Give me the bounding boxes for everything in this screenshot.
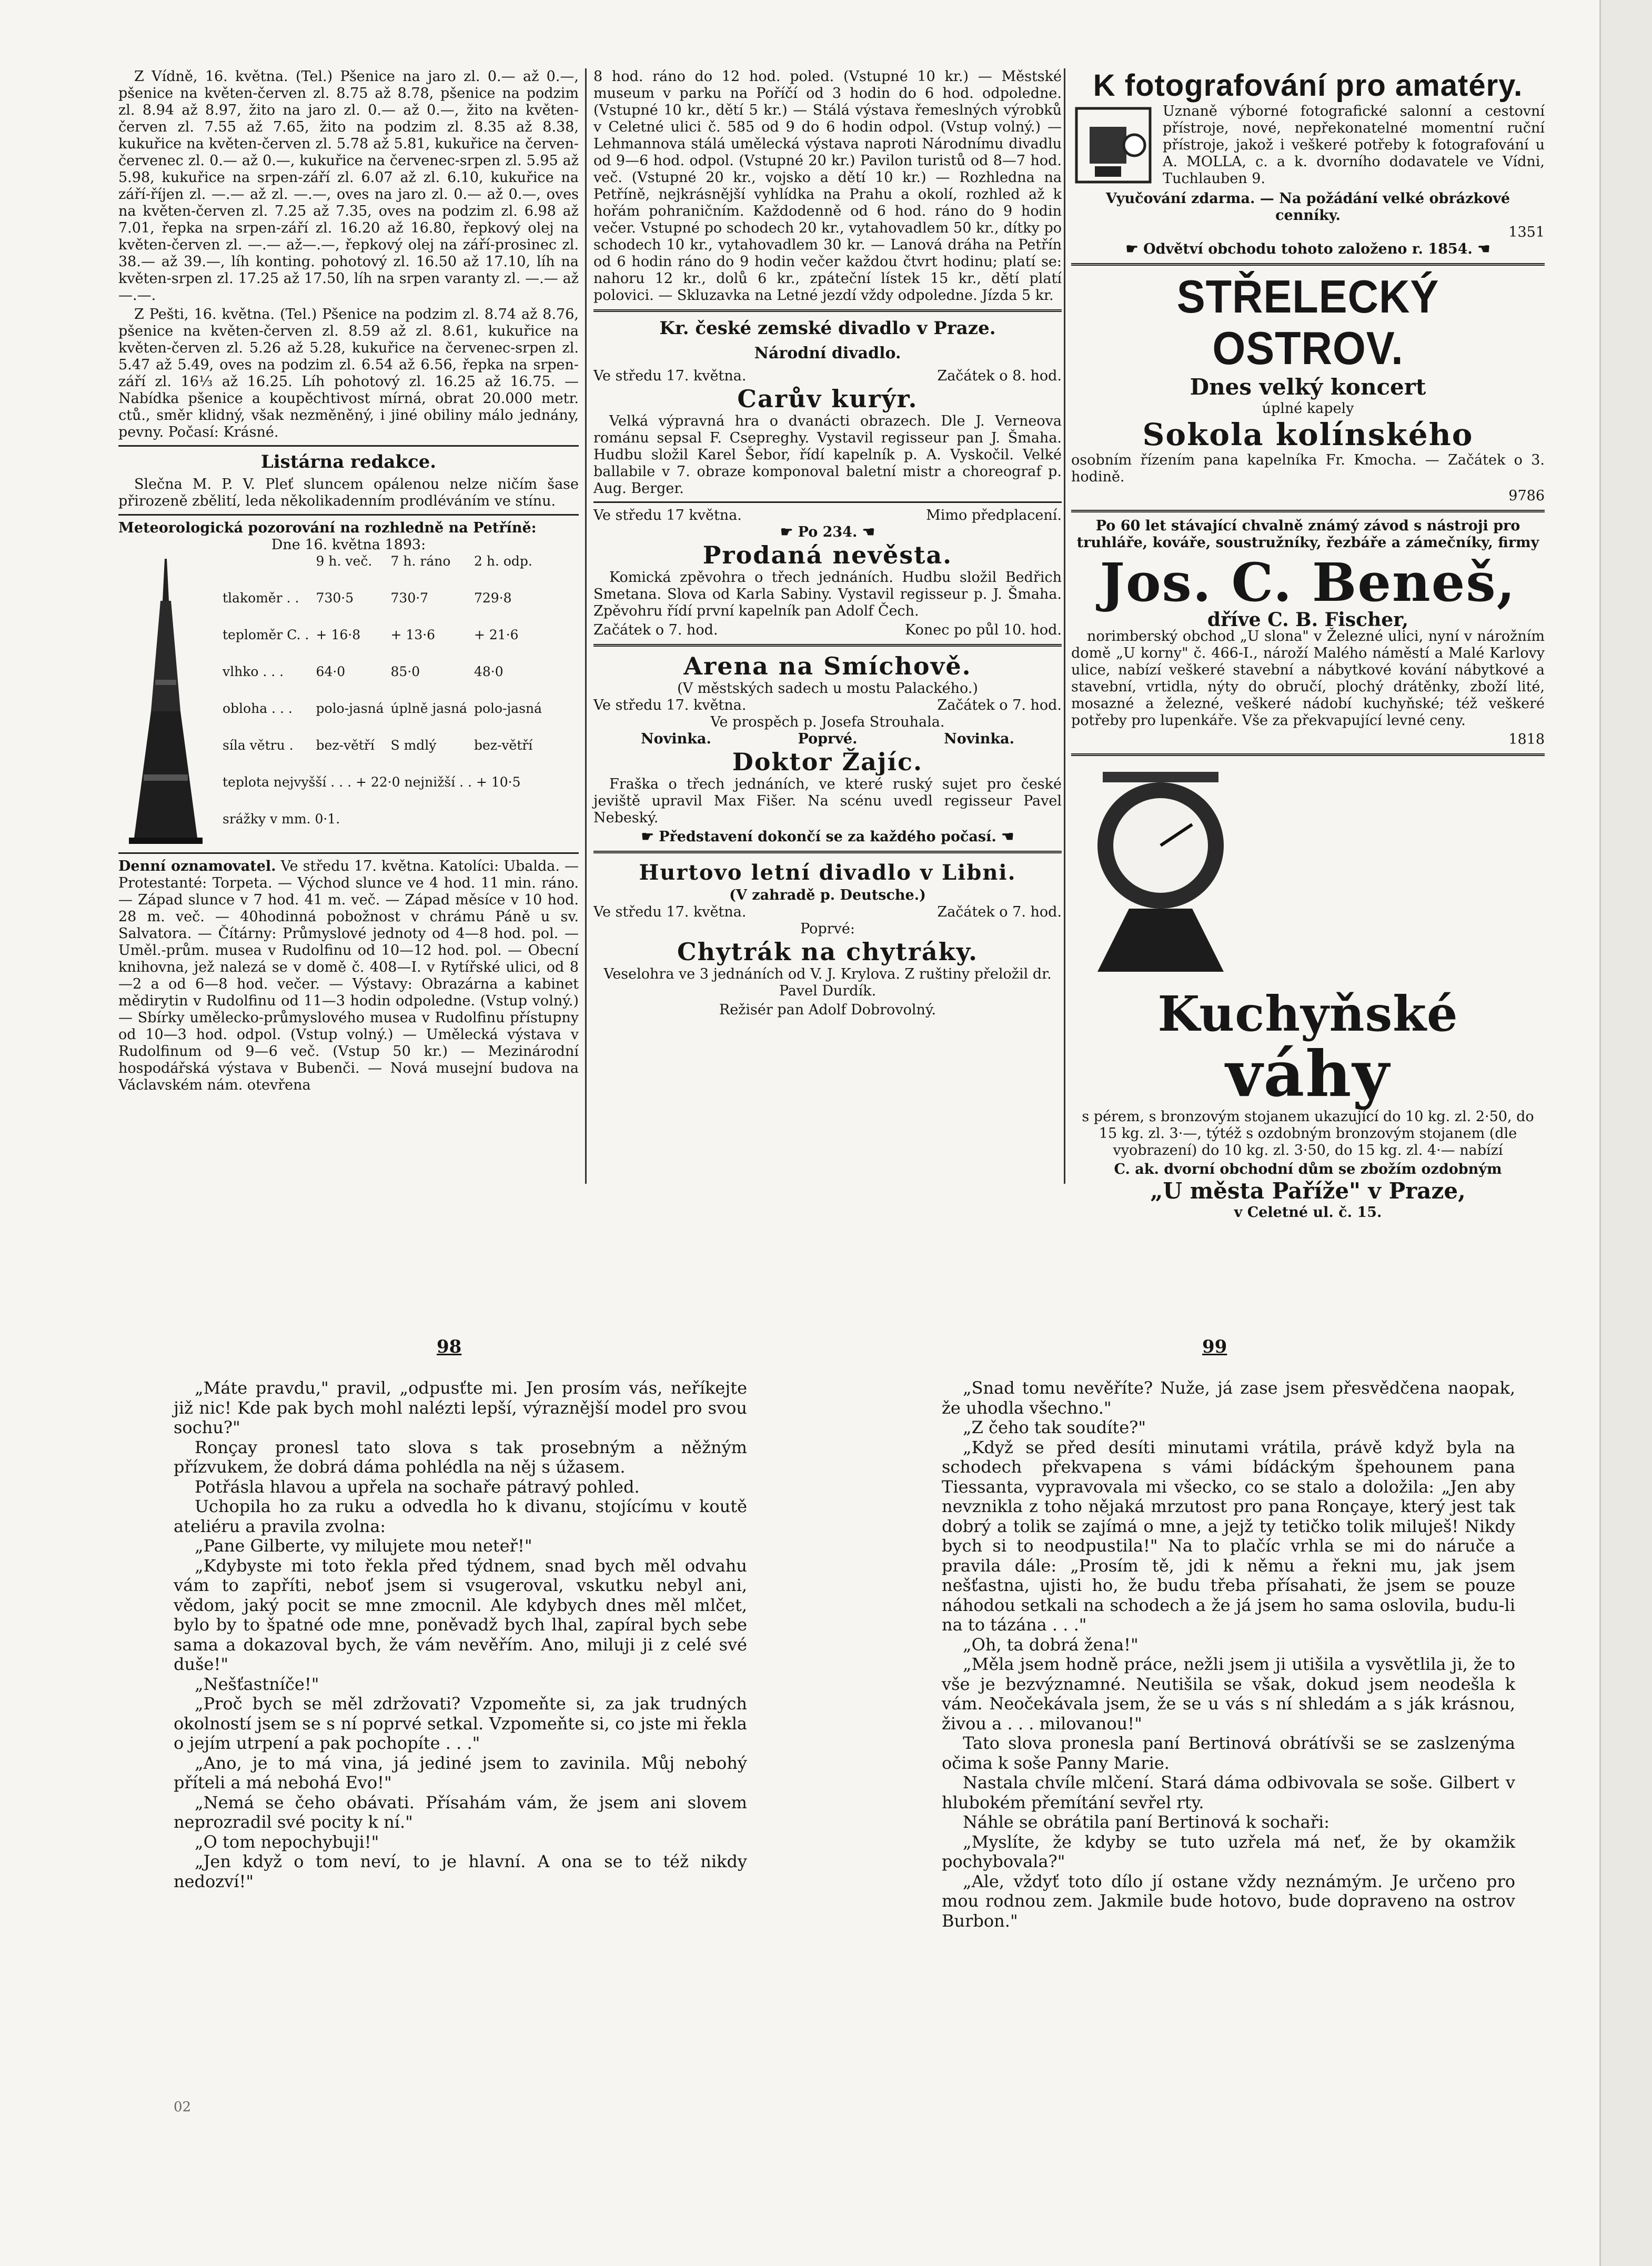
- meteo-value: + 13·6: [390, 627, 436, 642]
- divider: [1071, 263, 1545, 266]
- meteo-head: 2 h. odp.: [474, 553, 532, 569]
- shoot-sub: Dnes velký koncert: [1190, 374, 1426, 400]
- meteo-value: polo-jasná: [474, 701, 542, 716]
- theatre-date: Ve středu 17. května.: [593, 368, 747, 384]
- story-paragraph: „Proč bych se měl zdržovati? Vzpomeňte si, za jak trudných okolností jsem se s ní poprvé setkal. Vzpomeňte si, co jste mi řekla o jejím utrpení a pak pochopíte . . .": [174, 1694, 747, 1753]
- meteo-value: polo-jasná: [316, 701, 384, 716]
- meteo-label: teploměr C. .: [223, 627, 309, 642]
- column-3: [1071, 68, 1545, 1221]
- theatre-start: Začátek o 8. hod.: [937, 368, 1062, 384]
- play-text: Veselohra ve 3 jednáních od V. J. Krylova. Z ruštiny přeložil dr. Pavel Durdík.: [603, 966, 1052, 999]
- story-paragraph: „Pane Gilberte, vy milujete mou neteř!": [195, 1536, 532, 1556]
- benes-intro: Po 60 let stávající chvalně známý závod s nástroji pro truhláře, kováře, soustružníky, řezbáře a zámečníky, firmy: [1076, 518, 1539, 551]
- table-row: [219, 701, 546, 738]
- story-paragraph: Tato slova pronesla paní Bertinová obrátívši se se zaslzenýma očima k soše Panny Marie.: [942, 1733, 1515, 1773]
- hand-right-icon: ☛: [780, 524, 798, 540]
- page-number-right: 99: [1202, 1336, 1227, 1357]
- scale-title-1: Kuchyňské: [1157, 985, 1458, 1042]
- shoot-text: osobním řízením pana kapelníka Fr. Kmocha. — Začátek o 3. hodině.: [1071, 452, 1545, 485]
- play-director: Režisér pan Adolf Dobrovolný.: [719, 1002, 936, 1018]
- page-stain-mark: 02: [174, 2099, 192, 2115]
- play-text: Velká výpravná hra o dvanácti obrazech. Dle J. Verneova románu sepsal F. Csepreghy. Vystavil regisseur pan J. Šmaha. Hudbu složil Karel Šebor, řídí kapelník p. A. Vyskočil. Velké ballabile v 7. obraze komponoval baletní mistr a choreograf p. Aug. Berger.: [593, 413, 1062, 497]
- meteo-label: vlhko . . .: [223, 664, 284, 679]
- meteo-table: [219, 553, 546, 848]
- photo-no: 1351: [1508, 224, 1545, 240]
- divider: [593, 851, 1062, 853]
- arena-foot: Představení dokončí se za každého počasí.: [659, 829, 996, 845]
- hand-right-icon: ☛: [641, 829, 659, 845]
- page-edge: [1599, 0, 1652, 2266]
- hurt-start: Začátek o 7. hod.: [937, 904, 1062, 920]
- arena-novelty: Novinka.: [944, 731, 1014, 747]
- meteo-value: bez-větří: [316, 738, 375, 753]
- arena-benefit: Ve prospěch p. Josefa Strouhala.: [710, 714, 945, 730]
- hurt-first: Poprvé:: [800, 921, 855, 937]
- shoot-title: STŘELECKÝ OSTROV.: [1176, 270, 1439, 374]
- theatre-sub: Národní divadlo.: [754, 344, 901, 362]
- hand-right-icon: ☛: [1125, 241, 1144, 257]
- divider: [118, 514, 579, 516]
- letters-title: Listárna redakce.: [260, 451, 437, 472]
- benes-no: 1818: [1508, 731, 1545, 748]
- play-title: Prodaná nevěsta.: [702, 541, 953, 569]
- page-number-left: 98: [437, 1336, 462, 1357]
- story-paragraph: Potřásla hlavou a upřela na sochaře pátravý pohled.: [195, 1476, 640, 1497]
- table-row: [219, 590, 546, 627]
- table-row: [219, 627, 546, 664]
- kitchen-scale-icon: [1071, 761, 1250, 982]
- meteo-value: bez-větří: [474, 738, 533, 753]
- photo-branch: Odvětví obchodu tohoto založeno r. 1854.: [1143, 241, 1473, 257]
- meteo-value: + 21·6: [474, 627, 519, 642]
- story-paragraph: „O tom nepochybuji!": [195, 1831, 379, 1852]
- hurt-sub: (V zahradě p. Deutsche.): [729, 887, 926, 903]
- story-page-right: [942, 1378, 1515, 1931]
- shoot-no: 9786: [1508, 488, 1545, 504]
- shoot-band: úplné kapely: [1262, 400, 1354, 417]
- story-paragraph: „Měla jsem hodně práce, nežli jsem ji utišila a vysvětlila ji, že to vše je bezvýznamné. Neutišila se však, dokud jsem neodešla k vám. Neočekávala jsem, že se u vás s ní shledám a s ják krásnou, živou a . . . milovanou!": [942, 1654, 1515, 1734]
- story-paragraph: „Nemá se čeho obávati. Přísahám vám, že jsem ani slovem neprozradil své pocity k ní.": [174, 1792, 747, 1832]
- benes-text: norimberský obchod „U slona" v Železné ulici, nyní v nárožním domě „U korny" č. 466-I., nároží Malého náměstí a Malé Karlovy ulice, nabízí veškeré stavební a nábytkové kování nábytkové a stavební, vrtidla, nýty do obručí, plochý drátěnky, zboží lité, mosazné a železné, veškeré nádobí kuchyňské; též veškeré potřeby pro lupenkáře. Vše za překvapující levné ceny.: [1071, 628, 1545, 729]
- meteo-value: 48·0: [474, 664, 503, 679]
- camera-icon: [1071, 103, 1155, 187]
- meteo-value: S mdlý: [390, 738, 437, 753]
- story-paragraph: Uchopila ho za ruku a odvedla ho k divanu, stojícímu v koutě ateliéru a pravila zvolna:: [174, 1496, 747, 1536]
- meteo-label: síla větru .: [223, 738, 294, 753]
- hurt-date: Ve středu 17. května.: [593, 904, 747, 920]
- story-paragraph: „Ano, je to má vina, já jediné jsem to zavinila. Můj nebohý příteli a má nebohá Evo!": [174, 1753, 747, 1792]
- meteo-value: 730·7: [390, 590, 429, 606]
- play-end: Konec po půl 10. hod.: [905, 622, 1062, 638]
- meteo-head: 9 h. več.: [316, 553, 372, 569]
- meteo-value: + 16·8: [316, 627, 361, 642]
- story-paragraph: „Máte pravdu," pravil, „odpusťte mi. Jen prosím vás, neříkejte již nic! Kde pak bych mohl nalézti lepší, výraznější model pro svou sochu?": [174, 1378, 747, 1437]
- meteo-date: Dne 16. května 1893:: [271, 537, 426, 553]
- meteo-temp: teplota nejvyšší . . . + 22·0 nejnižší . . + 10·5: [223, 774, 521, 790]
- divider: [593, 644, 1062, 647]
- museum-text: 8 hod. ráno do 12 hod. poled. (Vstupné 10 kr.) — Městské museum v parku na Poříčí od 3 hodin do 6 hod. odpoledne. (Vstupné 10 kr., dětí 5 kr.) — Stálá výstava řemeslných výrobků v Celetné ulici č. 585 od 9 do 6 hodin odpol. (Vstup volný.) — Lehmannova stálá umělecká výstava naproti Národnímu divadlu od 9—6 hod. odpol. (Vstupné 20 kr.) Pavilon turistů od 8—7 hod. več. (Vstupné 20 kr., vojsko a dětí 10 kr.) — Rozhledna na Petříně, nejkrásnější vyhlídka na Prahu a okolí, rozhled až k hořám pohraničním. Každodenně od 6 hod. ráno do 9 hodin večer. Vstupné po schodech 20 kr., vytahovadlem 50 kr., dítky po schodech 10 kr., vytahovadlem 30 kr. — Lanová dráha na Petřín od 6 hodin ráno do 9 hodin večer každou čtvrt hodinu; platí se: nahoru 12 kr., dolů 6 kr., zpáteční lístek 15 kr., dětí platí polovici. — Skluzavka na Letné jezdí vždy odpoledne. Jízda 5 kr.: [593, 68, 1062, 304]
- hand-left-icon: ☚: [996, 829, 1014, 845]
- divider: [1071, 753, 1545, 756]
- letters-text: Slečna M. P. V. Pleť sluncem opálenou nelze ničím šase přirozeně zbělití, leda několikadenním prodléváním ve stínu.: [118, 476, 579, 509]
- story-paragraph: „Když se před desíti minutami vrátila, právě když byla na schodech překvapena s vámi bídáckým špehounem pana Tiessanta, vypravovala mi všecko, co se stalo a doložila: „Jen aby nevznikla z toho nějaká mrzutost pro pana Ronçaye, který jest tak dobrý a tolik se zajímá o mne, a jejž ty tetičko tolik miluješ! Nikdy bych si to neodpustila!" Na to plačíc vrhla se mi do náruče a pravila dále: „Prosím tě, jdi k němu a řekni mu, jak jsem nešťastna, ujisti ho, že budu třeba přísahati, že jsem se pouze náhodou setkali na schodech a že já jsem ho sama oslovila, budu-li na to tázána . . .": [942, 1437, 1515, 1635]
- meteo-label: obloha . . .: [223, 701, 293, 716]
- meteo-value: úplně jasná: [390, 701, 467, 716]
- story-paragraph: „Oh, ta dobrá žena!": [963, 1634, 1139, 1655]
- scale-text: s pérem, s bronzovým stojanem ukazující do 10 kg. zl. 2·50, do 15 kg. zl. 3·—, týtéž s ozdobným bronzovým stojanem (dle vyobrazení) do 10 kg. zl. 3·50, do 15 kg. zl. 4·— nabízí: [1082, 1109, 1534, 1159]
- story-paragraph: Nastala chvíle mlčení. Stará dáma odbivovala se soše. Gilbert v hlubokém přemítání sevřel rty.: [942, 1772, 1515, 1812]
- arena-novelty: Poprvé.: [798, 731, 858, 747]
- play-text: Fraška o třech jednáních, ve které ruský sujet pro české jeviště upravil Max Fišer. Na scénu uvedl regisseur Pavel Nebeský.: [593, 776, 1062, 826]
- hand-left-icon: ☚: [857, 524, 875, 540]
- column-rule: [1064, 68, 1065, 1184]
- market-pest: Z Pešti, 16. května. (Tel.) Pšenice na podzim zl. 8.74 až 8.76, pšenice na květen-červen zl. 8.59 až zl. 8.61, kukuřice na květen-červen zl. 5.26 až 5.28, kukuřice na červenec-srpen zl. 5.47 až 5.49, oves na podzim zl. 6.54 až 6.56, řepka na srpen-září zl. 16⅓ až 16.25. Líh pohotový zl. 16.25 až 16.75. — Nabídka pšenice a koupěchtivost mírná, obrat 20.000 metr. ctů., směr klidný, však nezměněný, i jiné obiliny málo jednány, pevny. Počasí: Krásné.: [118, 306, 579, 440]
- petrin-tower-icon: [118, 553, 213, 848]
- meteo-head: 7 h. ráno: [390, 553, 451, 569]
- theatre-date: Ve středu 17 května.: [593, 507, 742, 523]
- divider: [593, 309, 1062, 312]
- arena-title: Arena na Smíchově.: [683, 652, 972, 680]
- daily-text: Ve středu 17. května. Katolíci: Ubalda. — Protestanté: Torpeta. — Východ slunce ve 4 hod. 11 min. ráno. — Západ slunce v 7 hod. 41 m. več. — Západ měsíce v 10 hod. 28 m. več. — 40hodinná pobožnost v chrámu Páně u sv. Salvatora. — Čítárny: Průmyslové jednoty od 4—8 hod. pol. — Uměl.-prům. musea v Rudolfinu od 10—12 hod. pol. — Obecní knihovna, jež nalezá se v domě č. 408—I. v Rytířské ulici, od 8—2 a od 6—8 hod. večer. — Výstavy: Obrazárna a kabinet mědirytin v Rudolfinu od 11—3 hodin odpoledne. (Vstup volný.) — Sbírky umělecko-průmyslového musea v Rudolfinu přístupny od 10—3 hod. odpol. (Vstup volný.) — Umělecká výstava v Rudolfinum od 9—6 več. (Vstup 50 kr.) — Mezinárodní hospodářská výstava v Bubenči. — Nová musejní budova na Václavském nám. otevřena: [118, 858, 579, 1093]
- meteo-value: 64·0: [316, 664, 346, 679]
- divider: [118, 852, 579, 854]
- theatre-note: Mimo předplacení.: [926, 507, 1062, 523]
- arena-novelty: Novinka.: [641, 731, 711, 747]
- story-paragraph: „Nešťastníče!": [195, 1674, 319, 1694]
- play-text: Komická zpěvohra o třech jednáních. Hudbu složil Bedřich Smetana. Slova od Karla Sabiny. Vystavil regisseur p. J. Šmaha. Zpěvohru řídí první kapelník pan Adolf Čech.: [593, 569, 1062, 619]
- story-paragraph: „Jen když o tom neví, to je hlavní. A ona se to též nikdy nedozví!": [174, 1851, 747, 1891]
- story-page-left: [174, 1378, 747, 1891]
- story-paragraph: Náhle se obrátila paní Bertinová k sochaři:: [963, 1812, 1330, 1832]
- theatre-title: Kr. české zemské divadlo v Praze.: [659, 318, 996, 339]
- shoot-band-name: Sokola kolínského: [1142, 417, 1474, 452]
- play-start: Začátek o 7. hod.: [593, 622, 718, 638]
- arena-sub: (V městských sadech u mostu Palackého.): [677, 680, 978, 697]
- table-row: [219, 738, 546, 774]
- benes-prev: dříve C. B. Fischer,: [1207, 609, 1409, 631]
- photo-text: Uznaně výborné fotografické salonní a cestovní přístroje, nové, nepřekonatelné momentní ruční přístroje, jakož i veškeré potřeby k fotografování u A. MOLLA, c. a k. dvorního dodavatele ve Vídni, Tuchlauben 9.: [1163, 103, 1545, 187]
- arena-date: Ve středu 17. května.: [593, 697, 747, 713]
- market-vienna: Z Vídně, 16. května. (Tel.) Pšenice na jaro zl. 0.— až 0.—, pšenice na květen-červen zl. 8.75 až 8.78, pšenice na podzim zl. 8.94 až 8.97, žito na jaro zl. 0.— až 0.—, žito na květen-červen zl. 7.55 až 7.65, žito na podzim zl. 8.35 až 8.38, kukuřice na květen-červen zl. 5.78 až 5.81, kukuřice na červen-červenec zl. 0.— až 0.—, kukuřice na červenec-srpen zl. 5.95 až 5.98, kukuřice na srpen-září zl. 6.07 až zl. 6.10, kukuřice na září-říjen zl. —.— až zl. —.—, oves na jaro zl. 0.— až 0.—, oves na květen-červen zl. 7.25 až 7.35, oves na podzim zl. 6.98 až 7.01, řepka na srpen-září zl. 16.20 až 16.80, řepkový olej na květen-červen zl. —.— až—.—, řepkový olej na září-prosinec zl. 38.— až 39.—, líh konting. pohotový zl. 16.50 až 17.10, líh na květen-srpen zl. 17.25 až 17.50, líh na srpen varanty zl. —.— až —.—.: [118, 68, 579, 304]
- play-title: Doktor Žajíc.: [732, 748, 923, 776]
- divider: [593, 501, 1062, 503]
- photo-title: K fotografování pro amatéry.: [1093, 68, 1523, 103]
- scale-seller: C. ak. dvorní obchodní dům se zbožím ozdobným: [1114, 1161, 1502, 1177]
- photo-free: Vyučování zdarma. — Na požádání velké obrázkové cenníky.: [1105, 190, 1510, 224]
- story-paragraph: „Ale, vždyť toto dílo jí ostane vždy neznámým. Je určeno pro mou rodnou zem. Jakmile bude hotovo, bude dopraveno na ostrov Burbon.": [942, 1871, 1515, 1931]
- meteo-rain: srážky v mm. 0·1.: [223, 811, 340, 827]
- benes-name: Jos. C. Beneš,: [1100, 551, 1516, 613]
- meteo-value: 729·8: [474, 590, 512, 606]
- divider: [118, 445, 579, 447]
- play-title: Carův kurýr.: [737, 385, 918, 413]
- hurt-title: Hurtovo letní divadlo v Libni.: [639, 860, 1016, 885]
- meteo-value: 85·0: [390, 664, 420, 679]
- meteo-value: 730·5: [316, 590, 354, 606]
- meteo-label: tlakoměr . .: [223, 590, 299, 606]
- theatre-no: Po 234.: [798, 524, 858, 540]
- arena-start: Začátek o 7. hod.: [937, 697, 1062, 713]
- hand-left-icon: ☚: [1472, 241, 1490, 257]
- story-paragraph: Ronçay pronesl tato slova s tak prosebným a něžným přízvukem, že dobrá dáma pohlédla na něj s úžasem.: [174, 1437, 747, 1477]
- divider: [1071, 510, 1545, 512]
- column-1: [118, 68, 579, 1184]
- table-row: [219, 664, 546, 701]
- scale-title-2: váhy: [1225, 1037, 1391, 1111]
- story-paragraph: „Snad tomu nevěříte? Nuže, já zase jsem přesvědčena naopak, že uhodla všechno.": [942, 1378, 1515, 1418]
- story-paragraph: „Myslíte, že kdyby se tuto uzřela má neť, že by okamžik pochybovala?": [942, 1831, 1515, 1871]
- meteo-title: Meteorologická pozorování na rozhledně na Petříně:: [118, 520, 537, 536]
- story-paragraph: „Z čeho tak soudíte?": [963, 1417, 1146, 1437]
- story-paragraph: „Kdybyste mi toto řekla před týdnem, snad bych měl odvahu vám to zapříti, neboť jsem si vsugeroval, vskutku nebyl ani, vědom, jaký pocit se mne zmocnil. Ale kdybych dnes měl mlčet, bylo by to špatné ode mne, poněvadž bych lhal, zapíral bych sebe sama a dokazoval bych, že vám nevěřím. Ano, miluji ji z celé své duše!": [174, 1555, 747, 1674]
- scale-shop: „U města Paříže" v Praze,: [1150, 1178, 1466, 1204]
- column-2: [593, 68, 1062, 1184]
- daily-title: Denní oznamovatel.: [118, 858, 276, 874]
- play-title: Chytrák na chytráky.: [677, 938, 979, 966]
- scale-addr: v Celetné ul. č. 15.: [1234, 1204, 1382, 1221]
- column-rule: [585, 68, 587, 1184]
